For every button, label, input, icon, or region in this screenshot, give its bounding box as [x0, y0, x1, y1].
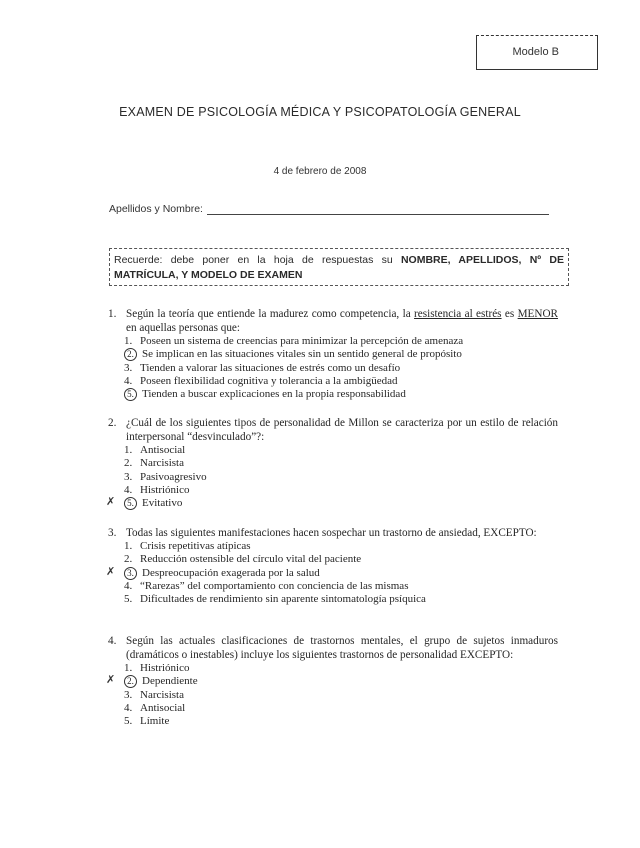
question-3	[108, 526, 558, 606]
option-item: 3. Tienden a valorar las situaciones de estrés como un desafío	[124, 361, 401, 374]
option-item: 3. Narcisista	[124, 688, 184, 701]
option-item: 1. Histriónico	[124, 662, 190, 674]
question-number: 1.	[108, 308, 117, 320]
question-stem: Todas las siguientes manifestaciones hacen sospechar un trastorno de ansiedad, EXCEPTO:	[126, 527, 537, 539]
option-item-marked: 5. Tienden a buscar explicaciones en la propia responsabilidad	[108, 388, 558, 401]
question-4	[108, 634, 558, 728]
option-item: 3. Pasivoagresivo	[124, 470, 207, 483]
model-label: Modelo B	[512, 46, 559, 58]
option-item-marked: ✗ 3. Despreocupación exagerada por la salud	[106, 565, 320, 579]
option-item: 4. Poseen flexibilidad cognitiva y tolerancia a la ambigüedad	[124, 374, 398, 387]
option-item: 5. Dificultades de rendimiento sin aparente sintomatología psíquica	[124, 593, 426, 606]
question-number: 4.	[108, 635, 117, 647]
option-item-marked: ✗ 5. Evitativo	[106, 496, 183, 510]
reminder-text: Recuerde: debe poner en la hoja de respuestas su	[114, 254, 401, 266]
reminder-box	[109, 248, 569, 286]
question-stem: Según las actuales clasificaciones de trastornos mentales, el grupo de sujetos inmaduros (dramáticos o inestables) incluye los siguientes trastornos de personalidad EXCEPTO:	[126, 635, 558, 661]
option-item: 2. Narcisista	[124, 457, 184, 470]
name-label: Apellidos y Nombre:	[109, 203, 203, 215]
answer-mark-icon: ✗	[106, 496, 116, 509]
question-2	[108, 416, 558, 510]
question-stem: ¿Cuál de los siguientes tipos de personalidad de Millon se caracteriza por un estilo de relación interpersonal “desvinculado”?:	[126, 417, 558, 443]
option-item: 1. Antisocial	[124, 444, 186, 456]
question-stem: Según la teoría que entiende la madurez como competencia, la resistencia al estrés es MENOR en aquellas personas que:	[126, 308, 559, 334]
option-item: 4. Antisocial	[124, 701, 186, 714]
option-item: 5. Límite	[124, 715, 170, 728]
question-number: 2.	[108, 417, 117, 429]
name-field-row	[109, 203, 549, 215]
name-blank-line	[207, 204, 549, 215]
answer-mark-icon: ✗	[106, 674, 116, 687]
option-item: 4. Histriónico	[124, 483, 190, 496]
reminder-bold-text: NOMBRE, APELLIDOS, Nº DE MATRÍCULA, Y MODELO DE EXAMEN	[114, 254, 564, 281]
option-item: 4. “Rarezas” del comportamiento con conciencia de las mismas	[124, 579, 409, 592]
option-item: 1. Crisis repetitivas atípicas	[124, 540, 251, 552]
option-item: 2. Reducción ostensible del círculo vital del paciente	[124, 553, 362, 566]
exam-date: 4 de febrero de 2008	[273, 166, 367, 177]
option-item-marked: 2. Se implican en las situaciones vitales sin un sentido general de propósito	[108, 348, 558, 361]
option-item-marked: ✗ 2. Dependiente	[106, 674, 198, 688]
question-1	[108, 307, 558, 401]
exam-title: EXAMEN DE PSICOLOGÍA MÉDICA Y PSICOPATOLOGÍA GENERAL	[119, 105, 521, 119]
answer-mark-icon: ✗	[106, 565, 116, 578]
option-item: 1. Poseen un sistema de creencias para minimizar la percepción de amenaza	[124, 335, 464, 347]
model-box	[476, 35, 598, 70]
question-number: 3.	[108, 527, 117, 539]
